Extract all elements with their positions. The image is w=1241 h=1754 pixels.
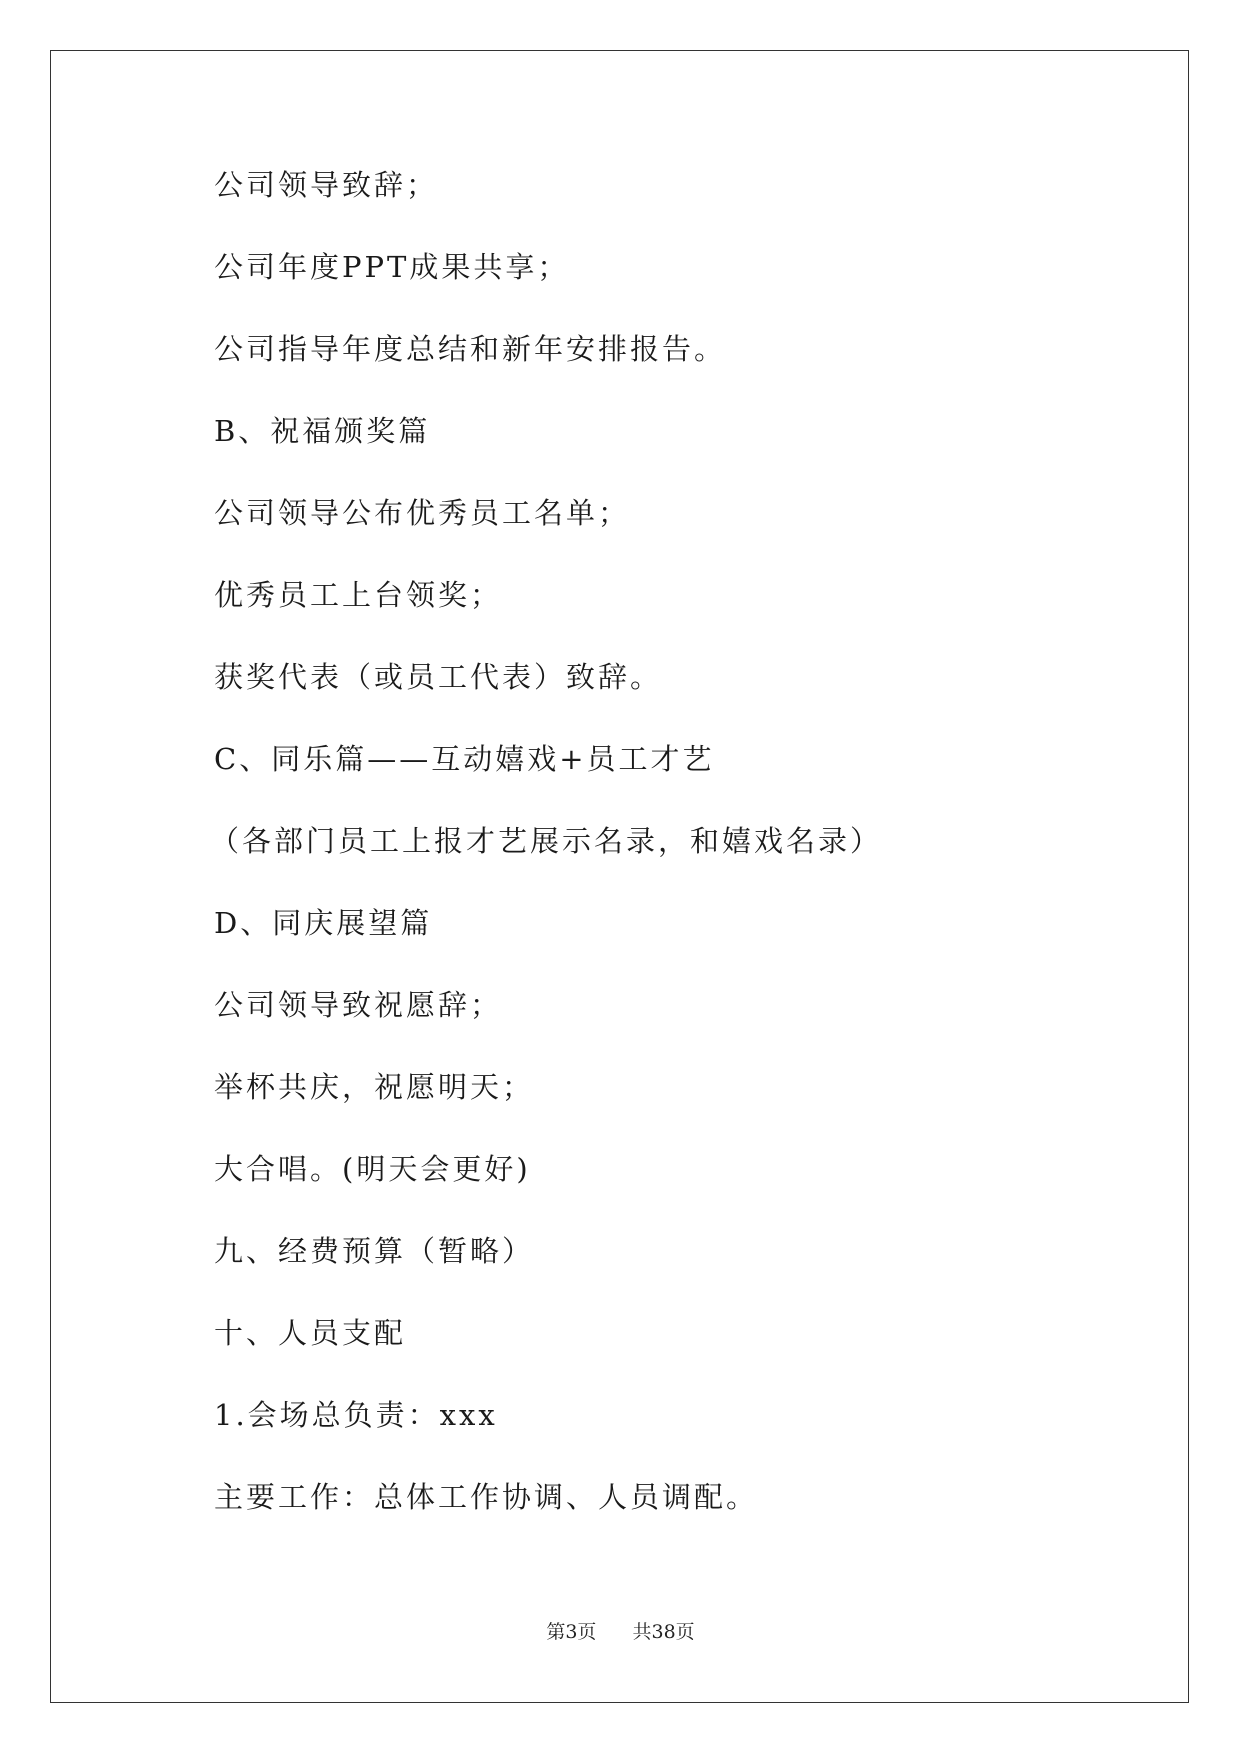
- text-line: 公司年度PPT成果共享；: [214, 250, 570, 284]
- section-heading: 九、经费预算（暂略）: [214, 1234, 535, 1268]
- text-line: 公司指导年度总结和新年安排报告。: [214, 332, 727, 366]
- section-heading: B、祝福颁奖篇: [214, 414, 431, 448]
- text-line: 1.会场总负责：xxx: [214, 1398, 498, 1432]
- text-line: 主要工作：总体工作协调、人员调配。: [214, 1480, 759, 1514]
- page-total: 共38页: [632, 1621, 695, 1643]
- document-body: [210, 168, 1114, 1562]
- text-line: 优秀员工上台领奖；: [214, 578, 503, 612]
- section-heading: C、同乐篇——互动嬉戏+员工才艺: [214, 742, 715, 776]
- text-line: （各部门员工上报才艺展示名录，和嬉戏名录）: [210, 824, 883, 858]
- text-line: 公司领导公布优秀员工名单；: [214, 496, 631, 530]
- text-line: 公司领导致祝愿辞；: [214, 988, 503, 1022]
- page-number: 第3页: [546, 1621, 597, 1643]
- page-footer: [0, 1620, 1241, 1644]
- text-line: 举杯共庆，祝愿明天；: [214, 1070, 535, 1104]
- text-line: 获奖代表（或员工代表）致辞。: [214, 660, 663, 694]
- section-heading: 十、人员支配: [214, 1316, 407, 1350]
- text-line: 大合唱。(明天会更好): [214, 1152, 531, 1186]
- section-heading: D、同庆展望篇: [214, 906, 433, 940]
- text-line: 公司领导致辞；: [214, 168, 439, 202]
